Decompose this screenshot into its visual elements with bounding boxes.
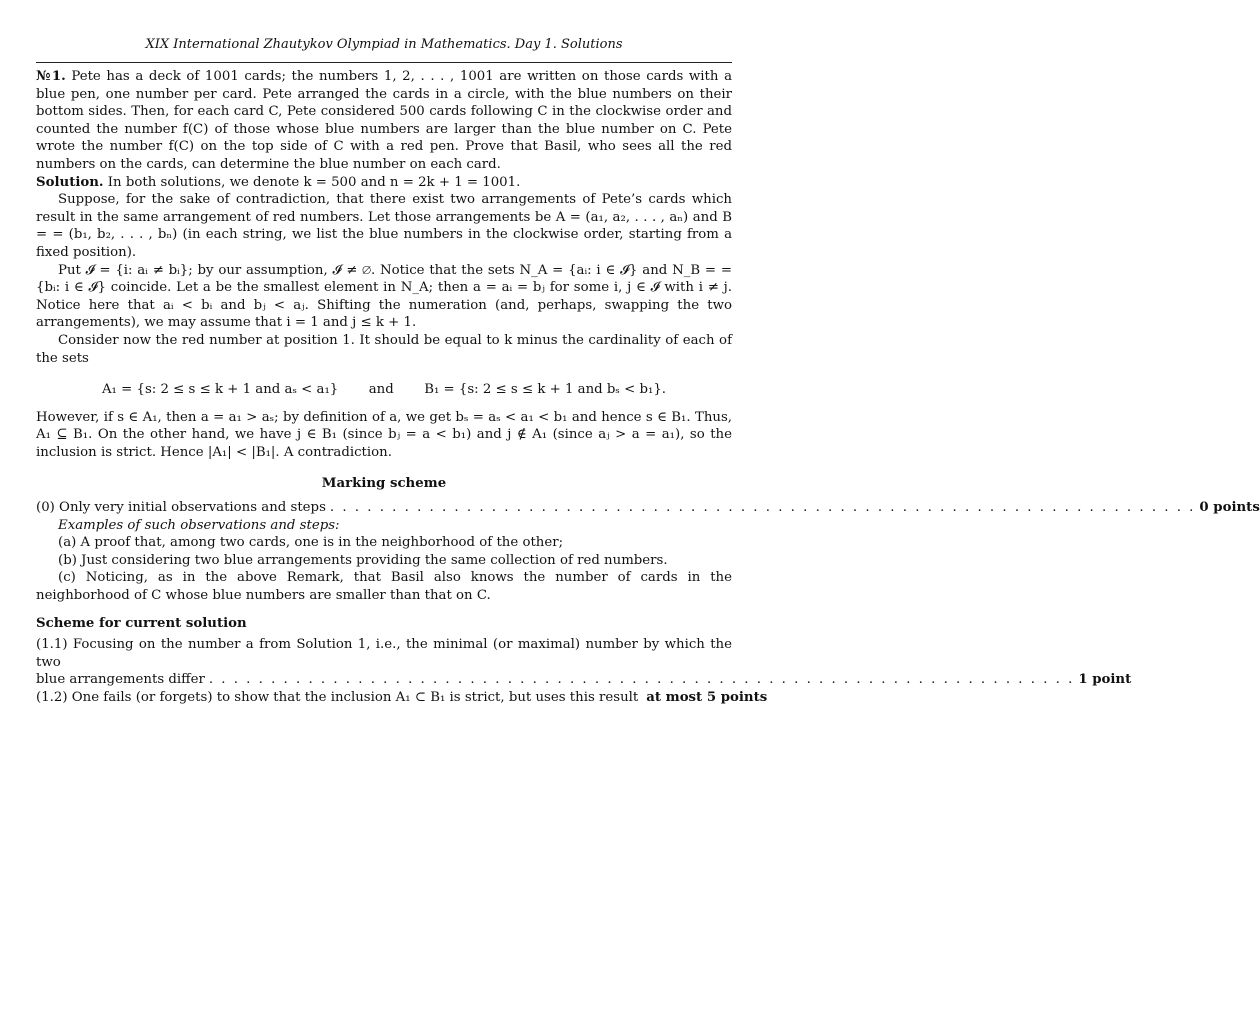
marking-item-1-1-points: 1 point [1078,672,1132,688]
marking-item-1-1-line1: (1.1) Focusing on the number a from Solution 1, i.e., the minimal (or maximal) number by which the two [36,637,732,670]
example-b: (b) Just considering two blue arrangements providing the same collection of red numbers. [58,552,668,568]
solution-paragraph-1: Suppose, for the sake of contradiction, that there exist two arrangements of Pete’s cards which result in the same arrangement of red numbers. Let those arrangements be A = (a₁, a₂, . . . , aₙ) and B = = (b₁, b₂, . . . , bₙ) (in each string, we list the blue numbers in the clockwise order, starting from a fixed position). [36,192,732,260]
solution-paragraph-4: However, if s ∈ A₁, then a = a₁ > aₛ; by definition of a, we get bₛ = aₛ < a₁ < b₁ and hence s ∈ B₁. Thus, A₁ ⊆ B₁. On the other hand, we have j ∈ B₁ (since bⱼ = a < b₁) and j ∉ A₁ (since aⱼ > a = a₁), so the inclusion is strict. Hence |A₁| < |B₁|. A contradiction. [36,409,732,460]
solution-intro-text: In both solutions, we denote k = 500 and n = 2k + 1 = 1001. [107,174,521,190]
marking-item-1-1-line2: blue arrangements differ [36,672,205,688]
problem-statement [36,68,732,174]
solution-paragraph-2: Put 𝓘 = {i: aᵢ ≠ bᵢ}; by our assumption, 𝓘 ≠ ∅. Notice that the sets N_A = {aᵢ: i ∈ 𝓘} and N_B = = {bᵢ: i ∈ 𝓘} coincide. Let a be the smallest element in N_A; then a = aᵢ = bⱼ for some i, j ∈ 𝓘 with i ≠ j. Notice here that aᵢ < bᵢ and bⱼ < aⱼ. Shifting the numeration (and, perhaps, swapping the two arrangements), we may assume that i = 1 and j ≤ k + 1. [36,262,732,331]
marking-item-0-points: 0 points [1199,500,1260,516]
marking-item-1-2-points: at most 5 points [646,690,768,705]
dot-leader: . . . . . . . . . . . . . . . . . . . . . . . . . . . . . . . . . . . . . . . . . . . . . . . . . . . . . . . . . . . . . . . . . . . . . . [329,500,1196,516]
problem-number: №1. [36,69,66,84]
scheme-title: Scheme for current solution [36,615,247,631]
examples-title: Examples of such observations and steps: [58,517,340,533]
examples-title-line [36,517,732,535]
marking-item-1-1 [36,671,1132,689]
marking-item-0 [36,499,1260,517]
marking-scheme-title: Marking scheme [321,476,447,492]
header-rule [36,62,732,63]
equation-right: B₁ = {s: 2 ≤ s ≤ k + 1 and bₛ < b₁}. [424,382,667,398]
marking-item-1-2 [36,689,768,707]
display-equation [36,381,732,399]
solution-intro [36,174,732,192]
document-body [36,68,1260,707]
marking-item-0-text: (0) Only very initial observations and steps [36,500,326,516]
equation-left: A₁ = {s: 2 ≤ s ≤ k + 1 and aₛ < a₁} [101,382,339,398]
equation-and: and [368,382,394,398]
example-c: (c) Noticing, as in the above Remark, that Basil also knows the number of cards in the neighborhood of C whose blue numbers are smaller than that on C. [36,570,732,604]
solution-label: Solution. [36,174,104,190]
dot-leader: . . . . . . . . . . . . . . . . . . . . . . . . . . . . . . . . . . . . . . . . . . . . . . . . . . . . . . . . . . . . . . . . . . . . . . [208,672,1075,688]
solution-paragraph-3: Consider now the red number at position 1. It should be equal to k minus the cardinality of each of the sets [36,332,732,366]
example-a: (a) A proof that, among two cards, one is in the neighborhood of the other; [58,535,564,551]
problem-text: Pete has a deck of 1001 cards; the numbers 1, 2, . . . , 1001 are written on those cards with a blue pen, one number per card. Pete arranged the cards in a circle, with the blue numbers on their bottom sides. Then, for each card C, Pete considered 500 cards following C in the clockwise order and counted the number f(C) of those whose blue numbers are larger than the blue number on C. Pete wrote the number f(C) on the top side of C with a red pen. Prove that Basil, who sees all the red numbers on the cards, can determine the blue number on each card. [36,69,732,172]
marking-item-1-2-text: (1.2) One fails (or forgets) to show that the inclusion A₁ ⊂ B₁ is strict, but uses this result [36,690,639,705]
page-header: XIX International Zhautykov Olympiad in Mathematics. Day 1. Solutions [145,37,623,52]
